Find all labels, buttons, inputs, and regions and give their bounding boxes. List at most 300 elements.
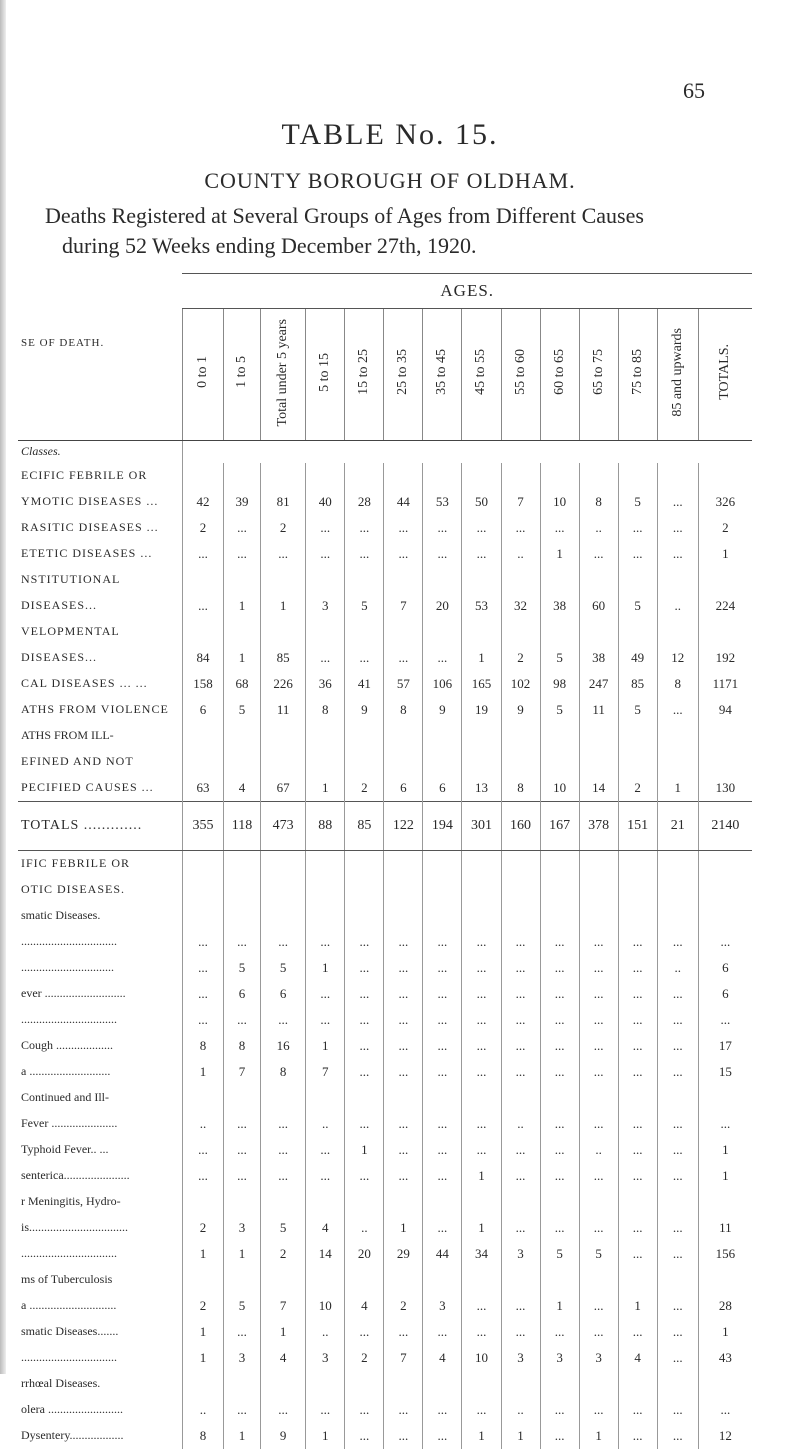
value-cell: ... (657, 489, 698, 515)
value-cell (698, 1267, 752, 1293)
value-cell (423, 723, 462, 749)
value-cell: .. (182, 1397, 223, 1423)
row-label: smatic Diseases....... (21, 1324, 119, 1338)
caption-line-1: Deaths Registered at Several Groups of Ages from Different Causes (45, 203, 644, 228)
value-cell (462, 1371, 501, 1397)
value-cell (384, 850, 423, 877)
value-cell: ... (462, 981, 501, 1007)
value-cell (182, 749, 223, 775)
value-cell: 67 (261, 775, 306, 802)
value-cell (618, 903, 657, 929)
table-row (18, 619, 752, 645)
value-cell (182, 723, 223, 749)
value-cell: 2 (261, 515, 306, 541)
value-cell: .. (345, 1215, 384, 1241)
value-cell (306, 723, 345, 749)
row-label: ................................ (21, 1246, 117, 1260)
row-label: VELOPMENTAL (21, 624, 120, 638)
value-cell: ... (306, 1163, 345, 1189)
value-cell: ... (501, 1319, 540, 1345)
value-cell: 60 (579, 593, 618, 619)
value-cell (501, 850, 540, 877)
value-cell: 4 (224, 775, 261, 802)
value-cell: ... (182, 1137, 223, 1163)
value-cell: 3 (501, 1345, 540, 1371)
value-cell (306, 850, 345, 877)
value-cell (501, 567, 540, 593)
value-cell: 5 (618, 593, 657, 619)
value-cell: 130 (698, 775, 752, 802)
value-cell: 1 (182, 1345, 223, 1371)
value-cell (618, 567, 657, 593)
value-cell: ... (657, 541, 698, 567)
table-subtitle: COUNTY BOROUGH OF OLDHAM. (204, 168, 576, 193)
table-row (18, 929, 752, 955)
value-cell: 1171 (698, 671, 752, 697)
value-cell (618, 1189, 657, 1215)
value-cell (224, 567, 261, 593)
value-cell: 6 (698, 955, 752, 981)
value-cell: 3 (224, 1345, 261, 1371)
value-cell: 10 (462, 1345, 501, 1371)
value-cell (579, 850, 618, 877)
table-row (18, 1345, 752, 1371)
value-cell: 44 (423, 1241, 462, 1267)
value-cell (306, 1371, 345, 1397)
row-label: olera ......................... (21, 1402, 123, 1416)
value-cell: 4 (306, 1215, 345, 1241)
value-cell (657, 749, 698, 775)
table-row (18, 877, 752, 903)
value-cell: 7 (384, 1345, 423, 1371)
row-label: Dysentery.................. (21, 1428, 124, 1442)
value-cell: 1 (345, 1137, 384, 1163)
value-cell: ... (462, 1111, 501, 1137)
value-cell: .. (579, 1137, 618, 1163)
value-cell: 1 (224, 1241, 261, 1267)
value-cell (698, 1189, 752, 1215)
value-cell: 1 (224, 1423, 261, 1449)
value-cell: ... (540, 1111, 579, 1137)
row-label: Continued and Ill- (21, 1090, 109, 1104)
column-header (261, 309, 306, 441)
value-cell: ... (423, 955, 462, 981)
value-cell: ... (182, 593, 223, 619)
value-cell (618, 850, 657, 877)
value-cell (423, 567, 462, 593)
value-cell: ... (579, 1293, 618, 1319)
value-cell: .. (501, 1397, 540, 1423)
value-cell: ... (540, 1215, 579, 1241)
value-cell (224, 749, 261, 775)
value-cell: 1 (540, 1293, 579, 1319)
table-row (18, 1423, 752, 1449)
value-cell: 7 (224, 1059, 261, 1085)
value-cell: ... (462, 955, 501, 981)
value-cell: ... (384, 645, 423, 671)
value-cell (579, 619, 618, 645)
value-cell: 3 (540, 1345, 579, 1371)
value-cell: 156 (698, 1241, 752, 1267)
value-cell (657, 877, 698, 903)
value-cell (462, 619, 501, 645)
value-cell: 6 (423, 775, 462, 802)
value-cell: 2 (345, 1345, 384, 1371)
value-cell: ... (345, 1033, 384, 1059)
table-row (18, 1319, 752, 1345)
value-cell: ... (261, 541, 306, 567)
value-cell: ... (261, 1137, 306, 1163)
value-cell: 1 (306, 1423, 345, 1449)
value-cell: ... (501, 515, 540, 541)
value-cell: 3 (306, 593, 345, 619)
value-cell (657, 619, 698, 645)
value-cell (618, 723, 657, 749)
value-cell: ... (423, 1215, 462, 1241)
value-cell: 5 (540, 697, 579, 723)
value-cell: 3 (579, 1345, 618, 1371)
value-cell: 6 (182, 697, 223, 723)
value-cell (182, 567, 223, 593)
value-cell: 3 (423, 1293, 462, 1319)
row-label: ATHS FROM ILL- (21, 728, 114, 742)
value-cell (462, 1267, 501, 1293)
value-cell: ... (423, 1111, 462, 1137)
value-cell (462, 463, 501, 489)
value-cell: ... (579, 929, 618, 955)
value-cell: 38 (579, 645, 618, 671)
value-cell (579, 567, 618, 593)
value-cell: 301 (462, 801, 501, 850)
value-cell: ... (345, 1007, 384, 1033)
table-row (18, 850, 752, 877)
value-cell (423, 1085, 462, 1111)
table-row (18, 723, 752, 749)
table-row (18, 697, 752, 723)
value-cell: 5 (224, 955, 261, 981)
row-label: EFINED AND NOT (21, 754, 134, 768)
table-row (18, 955, 752, 981)
value-cell (384, 749, 423, 775)
value-cell: ... (182, 541, 223, 567)
value-cell: 85 (345, 801, 384, 850)
table-row (18, 1111, 752, 1137)
value-cell: 8 (579, 489, 618, 515)
value-cell: ... (224, 1111, 261, 1137)
value-cell: 17 (698, 1033, 752, 1059)
value-cell: ... (618, 929, 657, 955)
value-cell: 1 (540, 541, 579, 567)
value-cell (698, 1085, 752, 1111)
value-cell: ... (657, 1345, 698, 1371)
value-cell: 53 (462, 593, 501, 619)
value-cell: 165 (462, 671, 501, 697)
value-cell: 11 (261, 697, 306, 723)
value-cell (384, 1189, 423, 1215)
value-cell: .. (501, 1111, 540, 1137)
value-cell: ... (306, 1397, 345, 1423)
value-cell: ... (540, 981, 579, 1007)
value-cell: ... (384, 1137, 423, 1163)
value-cell: 28 (345, 489, 384, 515)
column-header (618, 309, 657, 441)
value-cell: ... (540, 1137, 579, 1163)
table-row (18, 801, 752, 850)
value-cell: ... (501, 1007, 540, 1033)
value-cell: ... (501, 981, 540, 1007)
cause-of-death-header: SE OF DEATH. (18, 309, 182, 441)
column-header-label: 1 to 5 (234, 356, 250, 389)
value-cell: 7 (306, 1059, 345, 1085)
value-cell: 192 (698, 645, 752, 671)
value-cell: 8 (501, 775, 540, 802)
value-cell (306, 877, 345, 903)
value-cell: ... (306, 541, 345, 567)
value-cell: ... (657, 1059, 698, 1085)
value-cell: ... (618, 1111, 657, 1137)
value-cell: 10 (540, 775, 579, 802)
value-cell: ... (462, 1293, 501, 1319)
value-cell: ... (423, 1319, 462, 1345)
value-cell: 355 (182, 801, 223, 850)
value-cell: ... (540, 1397, 579, 1423)
value-cell: 194 (423, 801, 462, 850)
value-cell (618, 463, 657, 489)
value-cell (384, 1267, 423, 1293)
value-cell: ... (618, 1033, 657, 1059)
value-cell: ... (540, 1059, 579, 1085)
value-cell (579, 723, 618, 749)
value-cell (261, 723, 306, 749)
value-cell (182, 850, 223, 877)
value-cell (261, 749, 306, 775)
value-cell: 247 (579, 671, 618, 697)
value-cell: ... (182, 1163, 223, 1189)
value-cell: .. (306, 1111, 345, 1137)
value-cell: 160 (501, 801, 540, 850)
value-cell: ... (540, 1007, 579, 1033)
table-row (18, 1059, 752, 1085)
deaths-table (18, 273, 752, 1449)
value-cell: 1 (698, 1319, 752, 1345)
value-cell (423, 619, 462, 645)
row-label: smatic Diseases. (21, 908, 101, 922)
table-row (18, 1241, 752, 1267)
value-cell: ... (501, 1059, 540, 1085)
value-cell: 5 (261, 955, 306, 981)
value-cell: ... (423, 541, 462, 567)
value-cell: ... (698, 929, 752, 955)
value-cell: 85 (618, 671, 657, 697)
value-cell: ... (345, 929, 384, 955)
value-cell: 2 (182, 515, 223, 541)
value-cell: ... (384, 1111, 423, 1137)
value-cell: ... (423, 1059, 462, 1085)
value-cell: ... (579, 1007, 618, 1033)
row-label: ................................ (21, 1350, 117, 1364)
value-cell (182, 619, 223, 645)
value-cell (657, 463, 698, 489)
value-cell (698, 567, 752, 593)
value-cell: 28 (698, 1293, 752, 1319)
value-cell: 5 (540, 1241, 579, 1267)
value-cell: ... (345, 1111, 384, 1137)
value-cell: ... (657, 1163, 698, 1189)
value-cell: ... (224, 515, 261, 541)
value-cell: 19 (462, 697, 501, 723)
value-cell (462, 877, 501, 903)
value-cell (224, 1371, 261, 1397)
value-cell (182, 463, 223, 489)
value-cell: ... (501, 955, 540, 981)
value-cell: ... (657, 1423, 698, 1449)
value-cell (261, 1371, 306, 1397)
value-cell: ... (540, 955, 579, 981)
value-cell (345, 903, 384, 929)
value-cell (618, 749, 657, 775)
value-cell: 151 (618, 801, 657, 850)
value-cell: ... (698, 1007, 752, 1033)
value-cell: ... (306, 1137, 345, 1163)
value-cell (462, 1085, 501, 1111)
value-cell: 42 (182, 489, 223, 515)
value-cell: ... (501, 1137, 540, 1163)
row-label: ................................ (21, 934, 117, 948)
row-label: Fever ...................... (21, 1116, 118, 1130)
value-cell (501, 903, 540, 929)
value-cell: 14 (579, 775, 618, 802)
value-cell: 8 (182, 1033, 223, 1059)
column-header-label: 45 to 55 (473, 349, 489, 396)
value-cell (261, 850, 306, 877)
value-cell: ... (261, 1397, 306, 1423)
row-label: DISEASES... (21, 598, 98, 612)
value-cell: 20 (345, 1241, 384, 1267)
value-cell: 1 (182, 1241, 223, 1267)
value-cell: ... (657, 697, 698, 723)
value-cell (540, 463, 579, 489)
value-cell: 1 (224, 593, 261, 619)
value-cell: 1 (657, 775, 698, 802)
value-cell (540, 1371, 579, 1397)
value-cell: ... (224, 929, 261, 955)
value-cell: ... (462, 1007, 501, 1033)
value-cell (423, 463, 462, 489)
value-cell: ... (618, 1397, 657, 1423)
value-cell: 1 (306, 775, 345, 802)
value-cell: 32 (501, 593, 540, 619)
value-cell (579, 1085, 618, 1111)
value-cell: 1 (698, 541, 752, 567)
value-cell (182, 1267, 223, 1293)
value-cell (618, 619, 657, 645)
value-cell: ... (657, 1397, 698, 1423)
value-cell: 2 (501, 645, 540, 671)
value-cell: ... (462, 1059, 501, 1085)
value-cell: ... (579, 541, 618, 567)
value-cell: ... (423, 1137, 462, 1163)
value-cell: 1 (462, 1163, 501, 1189)
value-cell: 473 (261, 801, 306, 850)
value-cell: 85 (261, 645, 306, 671)
column-header (306, 309, 345, 441)
value-cell (657, 850, 698, 877)
value-cell: 8 (657, 671, 698, 697)
table-row (18, 1371, 752, 1397)
value-cell: 1 (501, 1423, 540, 1449)
value-cell: 5 (540, 645, 579, 671)
value-cell (423, 850, 462, 877)
value-cell (501, 877, 540, 903)
value-cell (540, 723, 579, 749)
value-cell: ... (423, 981, 462, 1007)
row-label: a ........................... (21, 1064, 111, 1078)
value-cell: ... (423, 929, 462, 955)
value-cell (261, 1189, 306, 1215)
value-cell: 29 (384, 1241, 423, 1267)
value-cell: 1 (462, 1215, 501, 1241)
table-row (18, 1007, 752, 1033)
value-cell: ... (579, 1215, 618, 1241)
value-cell: 5 (224, 697, 261, 723)
table-row (18, 1137, 752, 1163)
column-header (384, 309, 423, 441)
value-cell: ... (182, 929, 223, 955)
value-cell: 7 (384, 593, 423, 619)
value-cell (698, 463, 752, 489)
value-cell (501, 1085, 540, 1111)
value-cell: ... (423, 645, 462, 671)
value-cell (698, 877, 752, 903)
value-cell: ... (618, 1163, 657, 1189)
value-cell: 1 (579, 1423, 618, 1449)
value-cell: 2 (261, 1241, 306, 1267)
value-cell: .. (501, 541, 540, 567)
row-label: a ............................. (21, 1298, 117, 1312)
value-cell: 4 (423, 1345, 462, 1371)
value-cell (501, 1371, 540, 1397)
value-cell: ... (182, 1007, 223, 1033)
value-cell (657, 723, 698, 749)
value-cell: ... (618, 1319, 657, 1345)
column-header-label: 0 to 1 (194, 356, 210, 389)
table-row (18, 515, 752, 541)
value-cell: ... (579, 1163, 618, 1189)
caption-line-2: during 52 Weeks ending December 27th, 1920. (62, 233, 477, 258)
row-label: CAL DISEASES ... ... (21, 676, 148, 690)
value-cell: 6 (698, 981, 752, 1007)
value-cell (657, 1085, 698, 1111)
value-cell (698, 749, 752, 775)
value-cell (261, 903, 306, 929)
value-cell: 1 (224, 645, 261, 671)
value-cell: ... (224, 1137, 261, 1163)
value-cell (618, 877, 657, 903)
table-row (18, 749, 752, 775)
value-cell (618, 1085, 657, 1111)
value-cell: ... (540, 515, 579, 541)
value-cell (698, 850, 752, 877)
value-cell (224, 723, 261, 749)
value-cell: ... (579, 1111, 618, 1137)
value-cell: 11 (698, 1215, 752, 1241)
value-cell: 84 (182, 645, 223, 671)
value-cell (306, 1189, 345, 1215)
value-cell: ... (384, 1163, 423, 1189)
value-cell: 226 (261, 671, 306, 697)
value-cell: ... (657, 1111, 698, 1137)
value-cell: ... (462, 541, 501, 567)
